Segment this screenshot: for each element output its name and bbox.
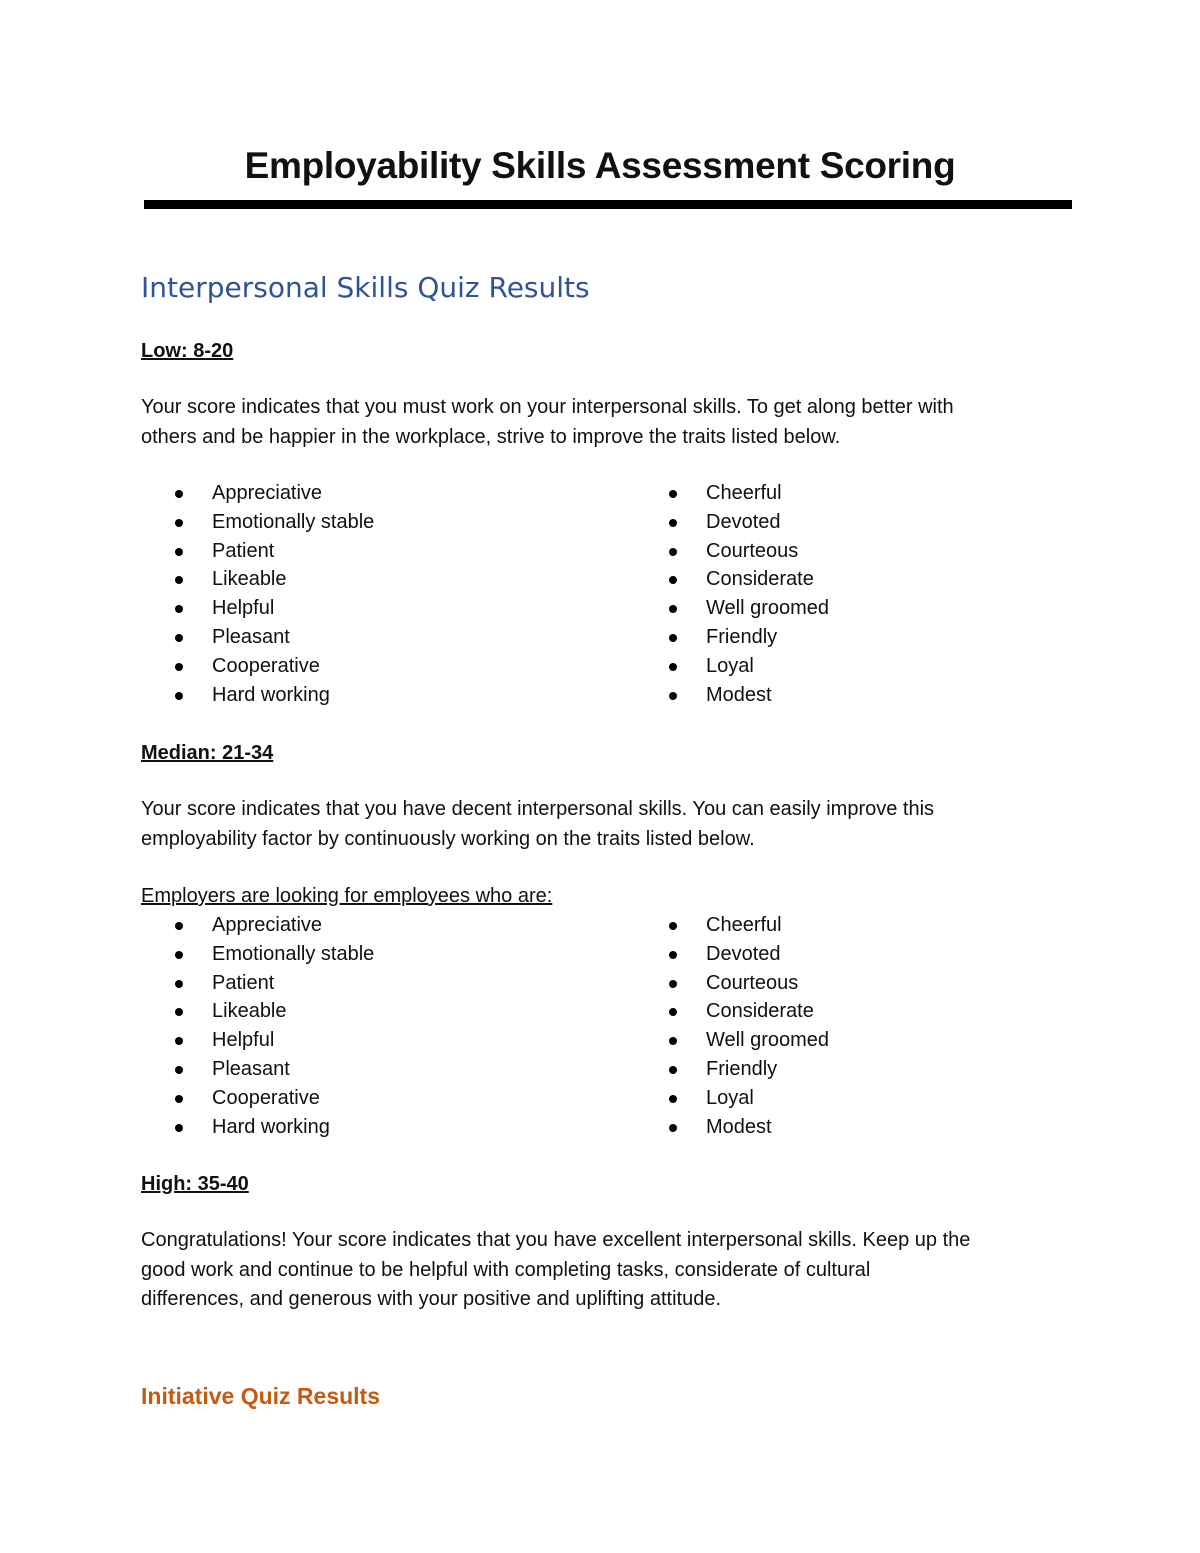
high-description-line: good work and continue to be helpful with completing tasks, considerate of cultural xyxy=(141,1258,871,1281)
bullet-icon xyxy=(669,1124,677,1132)
bullet-icon xyxy=(175,1037,183,1045)
high-description-line: Congratulations! Your score indicates that you have excellent interpersonal skills. Keep up the xyxy=(141,1229,971,1251)
list-item: Considerate xyxy=(635,997,829,1026)
list-item: Well groomed xyxy=(635,594,829,623)
employers-label: Employers are looking for employees who are: xyxy=(141,885,553,907)
bullet-icon xyxy=(669,663,677,671)
median-traits-left-list xyxy=(141,911,374,1141)
list-item: Cooperative xyxy=(141,1084,374,1113)
low-description-line: others and be happier in the workplace, strive to improve the traits listed below. xyxy=(141,425,841,448)
bullet-icon xyxy=(669,634,677,642)
low-range-label: Low: 8-20 xyxy=(141,340,234,362)
bullet-icon xyxy=(175,519,183,527)
bullet-icon xyxy=(175,1008,183,1016)
bullet-icon xyxy=(175,922,183,930)
bullet-icon xyxy=(669,548,677,556)
list-item: Likeable xyxy=(141,565,374,594)
bullet-icon xyxy=(669,576,677,584)
bullet-icon xyxy=(175,548,183,556)
bullet-icon xyxy=(175,692,183,700)
interpersonal-heading: Interpersonal Skills Quiz Results xyxy=(141,271,590,304)
list-item: Appreciative xyxy=(141,479,374,508)
bullet-icon xyxy=(175,1066,183,1074)
list-item: Friendly xyxy=(635,1055,829,1084)
list-item: Loyal xyxy=(635,1084,829,1113)
list-item: Cheerful xyxy=(635,911,829,940)
list-item: Cooperative xyxy=(141,652,374,681)
list-item: Well groomed xyxy=(635,1026,829,1055)
document-title: Employability Skills Assessment Scoring xyxy=(244,145,956,186)
bullet-icon xyxy=(175,980,183,988)
list-item: Devoted xyxy=(635,940,829,969)
list-item: Hard working xyxy=(141,1113,374,1142)
list-item: Patient xyxy=(141,969,374,998)
list-item: Courteous xyxy=(635,537,829,566)
bullet-icon xyxy=(669,519,677,527)
low-description-line: Your score indicates that you must work on your interpersonal skills. To get along better with xyxy=(141,396,954,418)
list-item: Devoted xyxy=(635,508,829,537)
list-item: Helpful xyxy=(141,1026,374,1055)
bullet-icon xyxy=(175,576,183,584)
list-item: Pleasant xyxy=(141,1055,374,1084)
high-range-label: High: 35-40 xyxy=(141,1173,249,1195)
bullet-icon xyxy=(669,951,677,959)
median-description-line: Your score indicates that you have decent interpersonal skills. You can easily improve this xyxy=(141,798,935,820)
median-range-label: Median: 21-34 xyxy=(141,742,274,764)
list-item: Friendly xyxy=(635,623,829,652)
median-traits-right-list xyxy=(635,911,829,1141)
bullet-icon xyxy=(669,605,677,613)
list-item: Appreciative xyxy=(141,911,374,940)
initiative-heading: Initiative Quiz Results xyxy=(141,1383,380,1409)
bullet-icon xyxy=(669,490,677,498)
bullet-icon xyxy=(175,663,183,671)
bullet-icon xyxy=(669,1095,677,1103)
list-item: Helpful xyxy=(141,594,374,623)
list-item: Hard working xyxy=(141,681,374,710)
bullet-icon xyxy=(669,980,677,988)
bullet-icon xyxy=(669,1066,677,1074)
list-item: Cheerful xyxy=(635,479,829,508)
bullet-icon xyxy=(175,1124,183,1132)
high-description xyxy=(141,1226,1061,1315)
bullet-icon xyxy=(175,1095,183,1103)
high-description-line: differences, and generous with your positive and uplifting attitude. xyxy=(141,1288,721,1310)
list-item: Pleasant xyxy=(141,623,374,652)
bullet-icon xyxy=(669,1008,677,1016)
title-divider xyxy=(144,200,1072,209)
list-item: Loyal xyxy=(635,652,829,681)
median-description-line: employability factor by continuously working on the traits listed below. xyxy=(141,827,755,850)
median-description xyxy=(141,795,1061,854)
bullet-icon xyxy=(175,951,183,959)
bullet-icon xyxy=(669,692,677,700)
list-item: Emotionally stable xyxy=(141,940,374,969)
list-item: Patient xyxy=(141,537,374,566)
low-traits-right-list xyxy=(635,479,829,709)
list-item: Emotionally stable xyxy=(141,508,374,537)
list-item: Considerate xyxy=(635,565,829,594)
list-item: Modest xyxy=(635,1113,829,1142)
list-item: Likeable xyxy=(141,997,374,1026)
bullet-icon xyxy=(175,634,183,642)
bullet-icon xyxy=(669,922,677,930)
bullet-icon xyxy=(175,490,183,498)
bullet-icon xyxy=(669,1037,677,1045)
list-item: Courteous xyxy=(635,969,829,998)
list-item: Modest xyxy=(635,681,829,710)
low-description xyxy=(141,393,1061,452)
low-traits-left-list xyxy=(141,479,374,709)
bullet-icon xyxy=(175,605,183,613)
